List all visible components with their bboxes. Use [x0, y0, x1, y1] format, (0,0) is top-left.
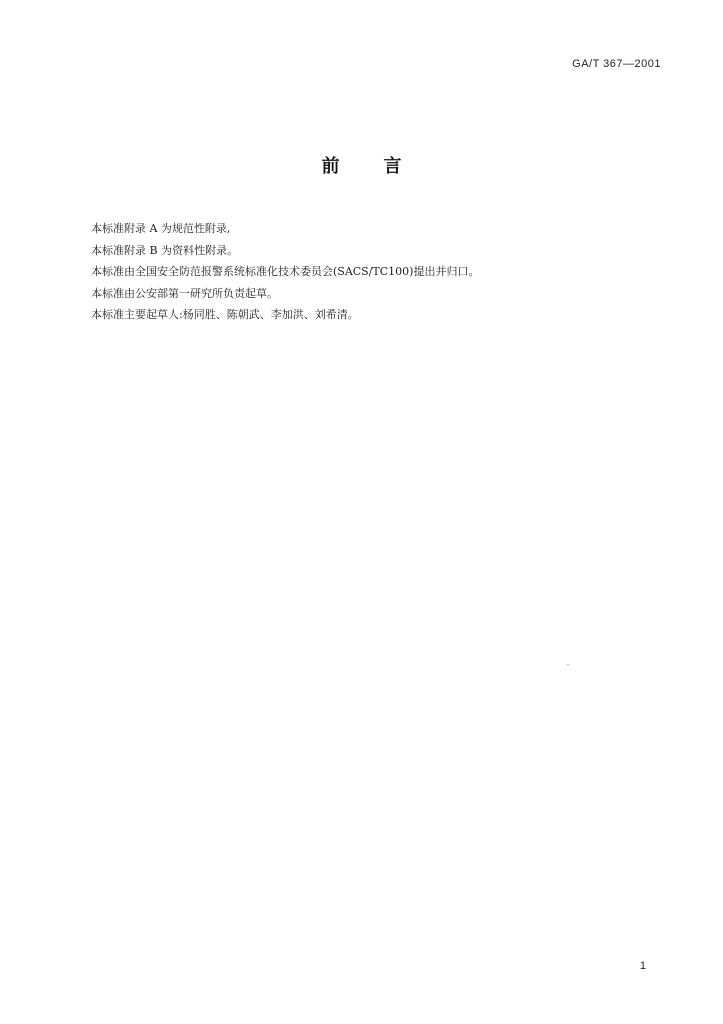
- paragraph-line: 本标准主要起草人:杨同胜、陈朝武、李加洪、刘希清。: [91, 308, 359, 321]
- paragraph-line: 本标准由公安部第一研究所负责起草。: [91, 286, 278, 300]
- foreword-body: [91, 218, 651, 326]
- paragraph-line: 本标准由全国安全防范报警系统标准化技术委员会(SACS/TC100)提出并归口。: [91, 265, 480, 278]
- scan-speck: [567, 664, 569, 665]
- page-title: 前言: [321, 156, 446, 177]
- paragraph-line: 本标准附录 A 为规范性附录,: [91, 222, 231, 235]
- page-number: 1: [639, 960, 646, 972]
- standard-code: GA/T 367—2001: [572, 58, 661, 70]
- paragraph-line: 本标准附录 B 为资料性附录。: [91, 243, 239, 257]
